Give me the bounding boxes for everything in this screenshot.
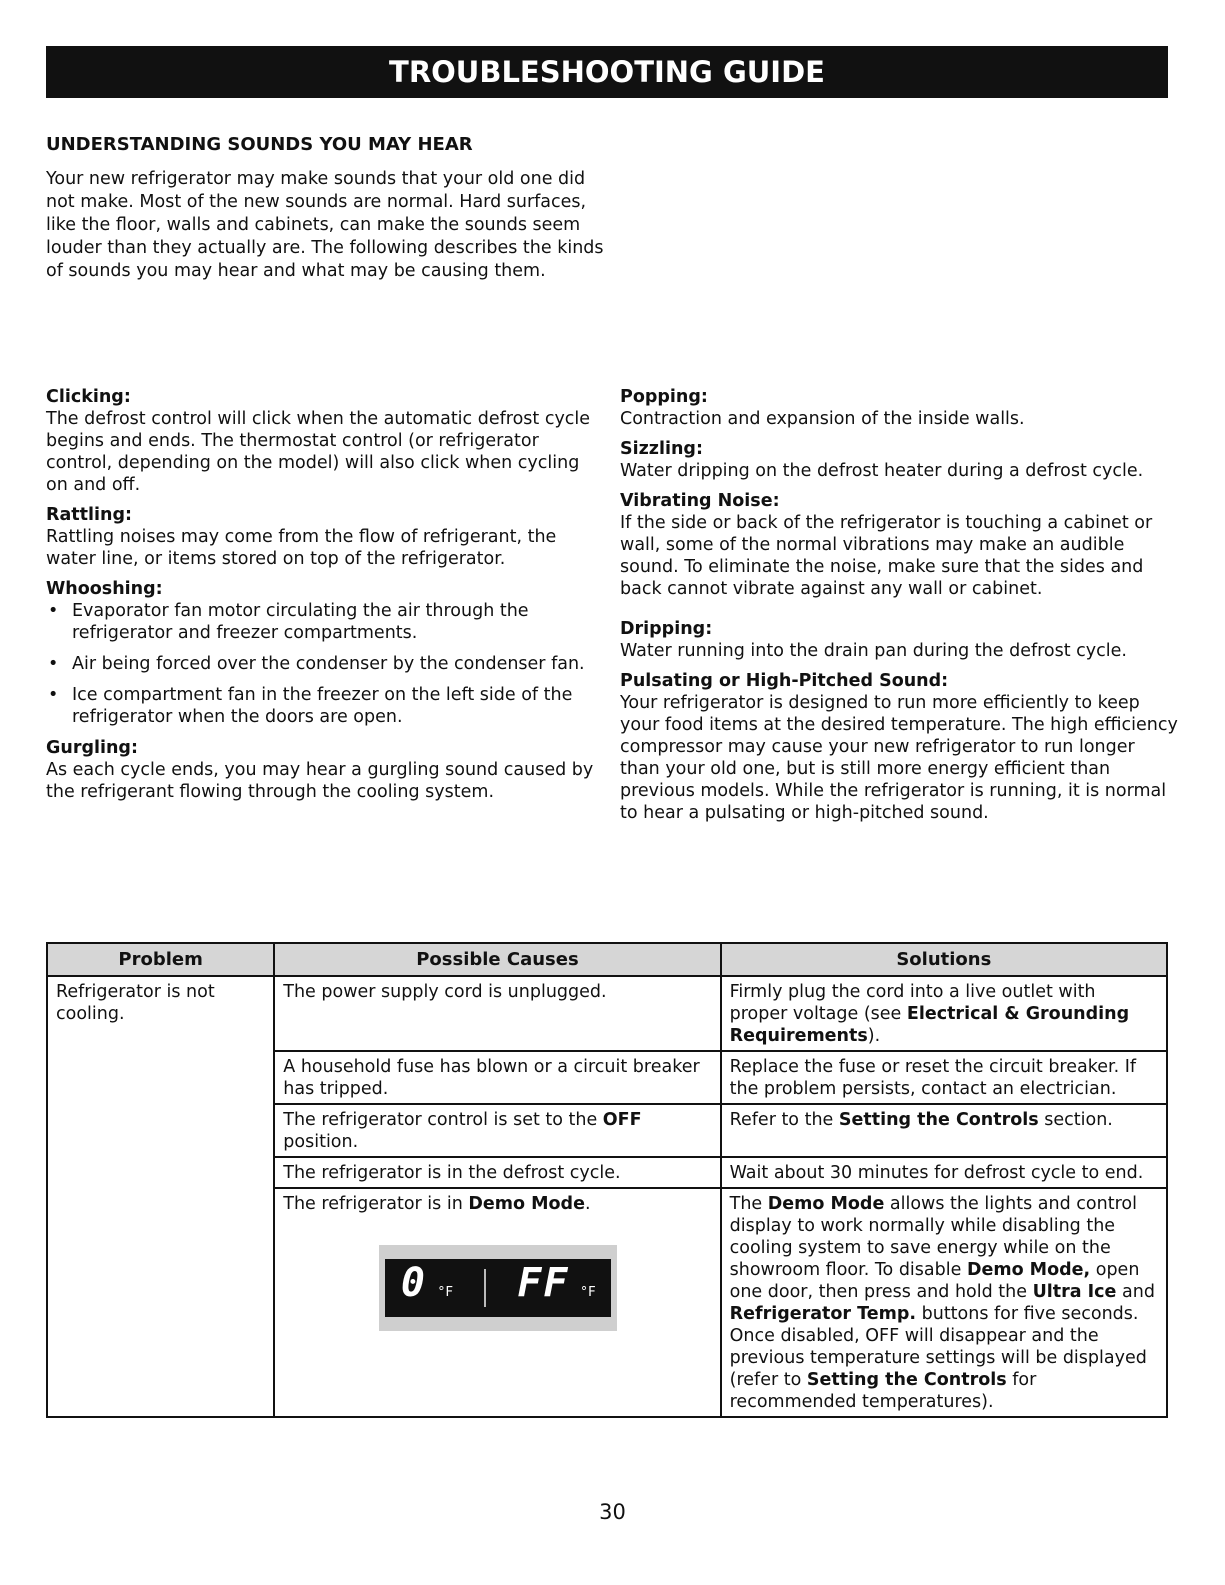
sound-title: Rattling:: [46, 505, 132, 525]
table-header-row: [47, 943, 1167, 976]
sound-description: As each cycle ends, you may hear a gurgling sound caused by the refrigerant flowing through the cooling system.: [46, 760, 594, 802]
cause-cell: The power supply cord is unplugged.: [274, 976, 720, 1051]
solution-text: ).: [867, 1026, 881, 1046]
bullet-icon: •: [48, 601, 59, 621]
control-setting: OFF: [602, 1110, 642, 1130]
sound-description: Rattling noises may come from the flow of refrigerant, the water line, or items stored on top of the refrigerator.: [46, 527, 557, 569]
list-item-text: Ice compartment fan in the freezer on the left side of the refrigerator when the doors are open.: [72, 685, 573, 727]
digit-readout: 0: [400, 1260, 427, 1306]
intro-paragraph: Your new refrigerator may make sounds that your old one did not make. Most of the new sounds are normal. Hard surfaces, like the floor, walls and cabinets, can make the sounds seem louder than they actually are. The following describes the kinds of sounds you may hear and what may be causing them.: [46, 169, 604, 281]
cause-text: The refrigerator is in: [283, 1194, 469, 1214]
list-item-text: Air being forced over the condenser by the condenser fan.: [72, 654, 585, 674]
sound-gurgling: [46, 737, 606, 803]
sound-dripping: [620, 618, 1180, 662]
column-header-problem: Problem: [47, 943, 274, 976]
solution-cell: Replace the fuse or reset the circuit breaker. If the problem persists, contact an electrician.: [721, 1051, 1167, 1104]
sound-popping: [620, 386, 1180, 430]
troubleshooting-table: [46, 942, 1168, 1418]
section-reference: Setting the Controls: [838, 1110, 1039, 1130]
sound-whooshing: [46, 578, 606, 728]
page-title: TROUBLESHOOTING GUIDE: [46, 46, 1168, 98]
button-reference: Refrigerator Temp.: [729, 1304, 917, 1324]
sound-description: Water dripping on the defrost heater during a defrost cycle.: [620, 461, 1144, 481]
digit-readout: FF: [517, 1260, 570, 1306]
solution-text: Firmly plug the cord into a live outlet with proper voltage (see: [729, 982, 1096, 1024]
sound-title: Popping:: [620, 387, 708, 407]
problem-cell: Refrigerator is not cooling.: [47, 976, 274, 1417]
degree-unit: °F: [437, 1285, 454, 1300]
freezer-temp-readout: [517, 1260, 596, 1306]
sound-description: Contraction and expansion of the inside walls.: [620, 409, 1025, 429]
solution-text: buttons for five seconds. Once disabled, OFF will disappear and the previous temperature settings will be displayed (refer to: [729, 1304, 1147, 1390]
cause-text: The refrigerator control is set to the: [283, 1110, 603, 1130]
control-display-image: [379, 1245, 617, 1331]
section-reference: Setting the Controls: [806, 1370, 1007, 1390]
sound-description: The defrost control will click when the automatic defrost cycle begins and ends. The thermostat control (or refrigerator control, depending on the model) will also click when cycling on and off.: [46, 409, 591, 495]
solution-text: Refer to the: [729, 1110, 839, 1130]
sound-title: Dripping:: [620, 619, 713, 639]
sound-vibrating: [620, 490, 1180, 600]
column-header-solutions: Solutions: [721, 943, 1167, 976]
list-item: [46, 600, 606, 644]
column-header-causes: Possible Causes: [274, 943, 720, 976]
sound-title: Vibrating Noise:: [620, 491, 780, 511]
sound-description: If the side or back of the refrigerator is touching a cabinet or wall, some of the normal vibrations may make an audible sound. To eliminate the noise, make sure that the sides and back cannot vibrate against any wall or cabinet.: [620, 513, 1153, 599]
section-heading: UNDERSTANDING SOUNDS YOU MAY HEAR: [46, 134, 473, 155]
solution-cell: [721, 976, 1167, 1051]
solution-text: for recommended temperatures).: [729, 1370, 1037, 1412]
sound-rattling: [46, 504, 606, 570]
button-reference: Ultra Ice: [1032, 1282, 1117, 1302]
cause-cell: [274, 1188, 720, 1417]
list-item-text: Evaporator fan motor circulating the air through the refrigerator and freezer compartments.: [72, 601, 529, 643]
solution-text: allows the lights and control display to work normally while disabling the cooling system to save energy while on the showroom floor. To disable: [729, 1194, 1137, 1280]
solution-text: section.: [1038, 1110, 1113, 1130]
display-divider: [484, 1269, 486, 1307]
page-number: 30: [599, 1500, 626, 1524]
section-reference: Electrical & Grounding Requirements: [729, 1004, 1130, 1046]
bullet-list: [46, 600, 606, 728]
solution-cell: [721, 1104, 1167, 1157]
solution-text: and: [1116, 1282, 1155, 1302]
cause-cell: [274, 1104, 720, 1157]
cause-cell: The refrigerator is in the defrost cycle.: [274, 1157, 720, 1188]
lcd-panel: [385, 1259, 611, 1317]
bullet-icon: •: [48, 685, 59, 705]
bullet-icon: •: [48, 654, 59, 674]
list-item: [46, 653, 606, 675]
demo-mode-label: Demo Mode: [767, 1194, 885, 1214]
fridge-temp-readout: [400, 1260, 454, 1306]
sound-pulsating: [620, 670, 1180, 824]
sound-title: Gurgling:: [46, 738, 138, 758]
solution-cell: [721, 1188, 1167, 1417]
sound-title: Pulsating or High-Pitched Sound:: [620, 671, 949, 691]
degree-unit: °F: [580, 1285, 596, 1300]
sound-sizzling: [620, 438, 1180, 482]
cause-cell: A household fuse has blown or a circuit breaker has tripped.: [274, 1051, 720, 1104]
demo-mode-label: Demo Mode,: [966, 1260, 1091, 1280]
demo-mode-label: Demo Mode: [468, 1194, 585, 1214]
sound-title: Clicking:: [46, 387, 131, 407]
sound-description: Your refrigerator is designed to run more efficiently to keep your food items at the desired temperature. The high efficiency compressor may cause your new refrigerator to run longer than your old one, but is still more energy efficient than previous models. While the refrigerator is running, it is normal to hear a pulsating or high-pitched sound.: [620, 693, 1178, 823]
table-row: [47, 976, 1167, 1051]
solution-text: The: [729, 1194, 768, 1214]
solution-text: open one door, then press and hold the: [729, 1260, 1140, 1302]
cause-line: [283, 1193, 711, 1215]
sounds-right-column: [620, 386, 1180, 832]
cause-text: .: [584, 1194, 591, 1214]
solution-cell: Wait about 30 minutes for defrost cycle to end.: [721, 1157, 1167, 1188]
sound-clicking: [46, 386, 606, 496]
sound-description: Water running into the drain pan during the defrost cycle.: [620, 641, 1127, 661]
sound-title: Whooshing:: [46, 579, 163, 599]
cause-text: position.: [283, 1132, 359, 1152]
list-item: [46, 684, 606, 728]
sounds-left-column: [46, 386, 606, 811]
sound-title: Sizzling:: [620, 439, 703, 459]
